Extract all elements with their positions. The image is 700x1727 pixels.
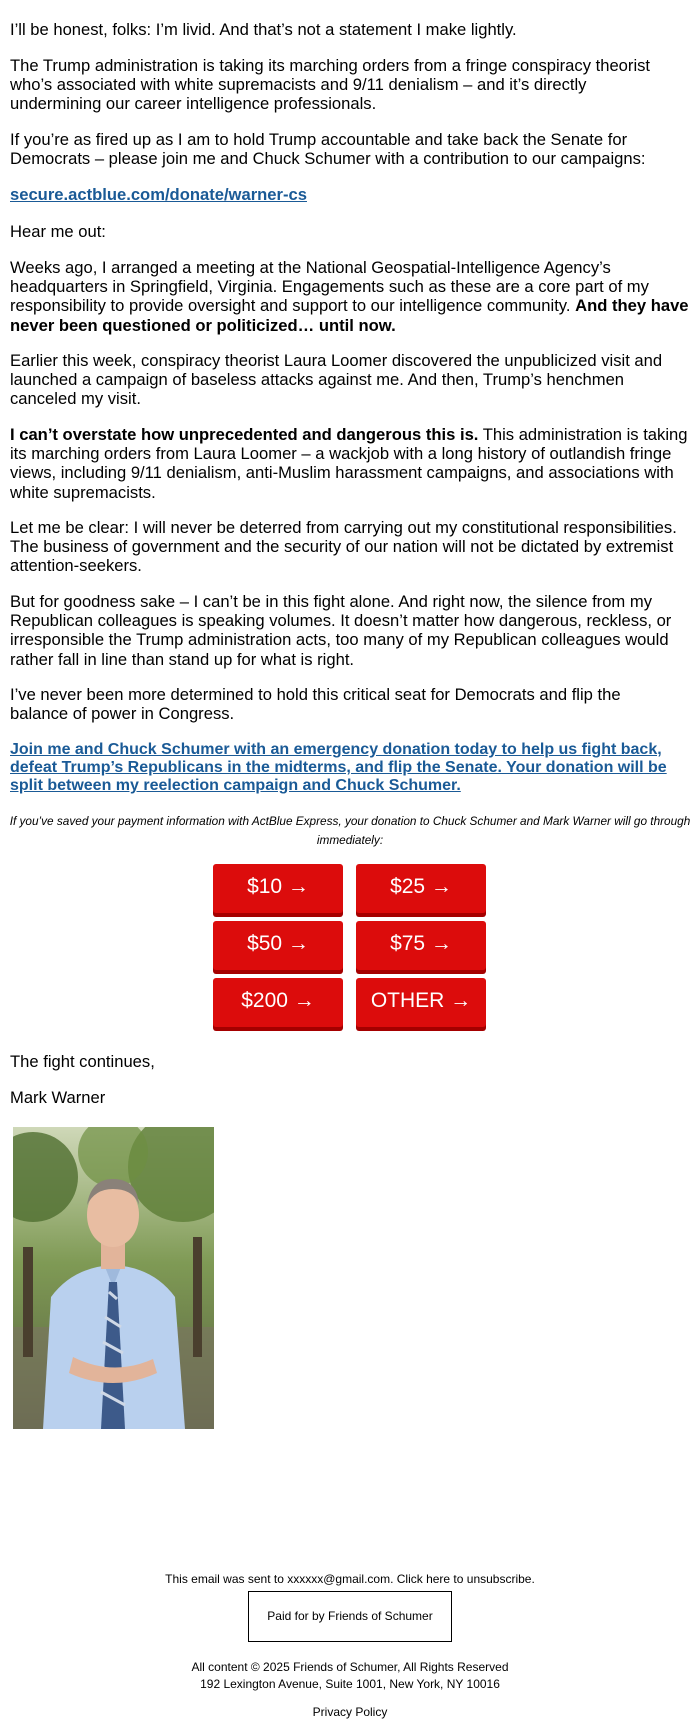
donate-50-button[interactable]: $50 → [213,921,343,970]
donate-link[interactable]: secure.actblue.com/donate/warner-cs [10,185,307,204]
donate-25-button[interactable]: $25 → [356,864,486,913]
paragraph-unprecedented [10,425,690,502]
paid-for-box: Paid for by Friends of Schumer [248,1591,452,1642]
donate-200-button[interactable]: $200 → [213,978,343,1027]
unprecedented-text: This administration is taking its marching orders from Laura Loomer – a wackjob with a long history of outlandish fringe views, including 9/11 denialism, anti-Muslim harassment campaigns, and associations with white supremacists. [10,425,688,502]
paragraph-3: If you’re as fired up as I am to hold Trump accountable and take back the Senate for Democrats – please join me and Chuck Schumer with a contribution to our campaigns: [10,130,646,169]
meeting-bold: And they have never been questioned or politicized… until now. [10,296,689,335]
donate-10-button[interactable]: $10 → [213,864,343,913]
portrait-illustration [13,1127,214,1429]
paragraph-intro: I’ll be honest, folks: I’m livid. And that’s not a statement I make lightly. [10,20,517,39]
paragraph-deterred: Let me be clear: I will never be deterred from carrying out my constitutional responsibilities. The business of government and the security of our nation will not be dictated by extremist attention-seekers. [10,518,677,576]
mark-warner-photo [13,1127,214,1429]
donate-other-button[interactable]: OTHER → [356,978,486,1027]
unprecedented-bold: I can’t overstate how unprecedented and dangerous this is. [10,425,479,444]
unsubscribe-text[interactable]: This email was sent to xxxxxx@gmail.com. Click here to unsubscribe. [165,1572,535,1586]
donate-75-button[interactable]: $75 → [356,921,486,970]
paragraph-fight: But for goodness sake – I can’t be in this fight alone. And right now, the silence from my Republican colleagues is speaking volumes. It doesn’t matter how dangerous, reckless, or irresponsible the Trump administration acts, too many of my Republican colleagues would rather fall in line than stand up for what is right. [10,592,672,669]
emergency-donation-link[interactable]: Join me and Chuck Schumer with an emergency donation today to help us fight back, defeat Trump’s Republicans in the midterms, and flip the Senate. Your donation will be split between my reelection campaign and Chuck Schumer. [10,741,667,794]
address: 192 Lexington Avenue, Suite 1001, New York, NY 10016 [200,1677,500,1691]
signoff: The fight continues, [10,1052,155,1071]
paragraph-2: The Trump administration is taking its marching orders from a fringe conspiracy theorist who’s associated with white supremacists and 9/11 denialism – and it’s directly undermining our career intelligence professionals. [10,56,651,114]
meeting-text: Weeks ago, I arranged a meeting at the National Geospatial-Intelligence Agency’s headquarters in Springfield, Virginia. Engagements such as these are a core part of my responsibility to provide oversight and support to our intelligence community. [10,258,649,316]
copyright: All content © 2025 Friends of Schumer, All Rights Reserved [191,1660,509,1674]
paragraph-loomer: Earlier this week, conspiracy theorist Laura Loomer discovered the unpublicized visit and launched a campaign of baseless attacks against me. And then, Trump’s henchmen canceled my visit. [10,351,663,409]
actblue-express-note: If you’ve saved your payment information with ActBlue Express, your donation to Chuck Schumer and Mark Warner will go through immediately: [9,814,691,847]
paragraph-determined: I’ve never been more determined to hold this critical seat for Democrats and flip the balance of power in Congress. [10,685,621,724]
signature: Mark Warner [10,1088,106,1107]
paragraph-meeting [10,258,690,335]
paragraph-hear-me-out: Hear me out: [10,222,106,241]
privacy-policy-link[interactable]: Privacy Policy [312,1705,388,1719]
